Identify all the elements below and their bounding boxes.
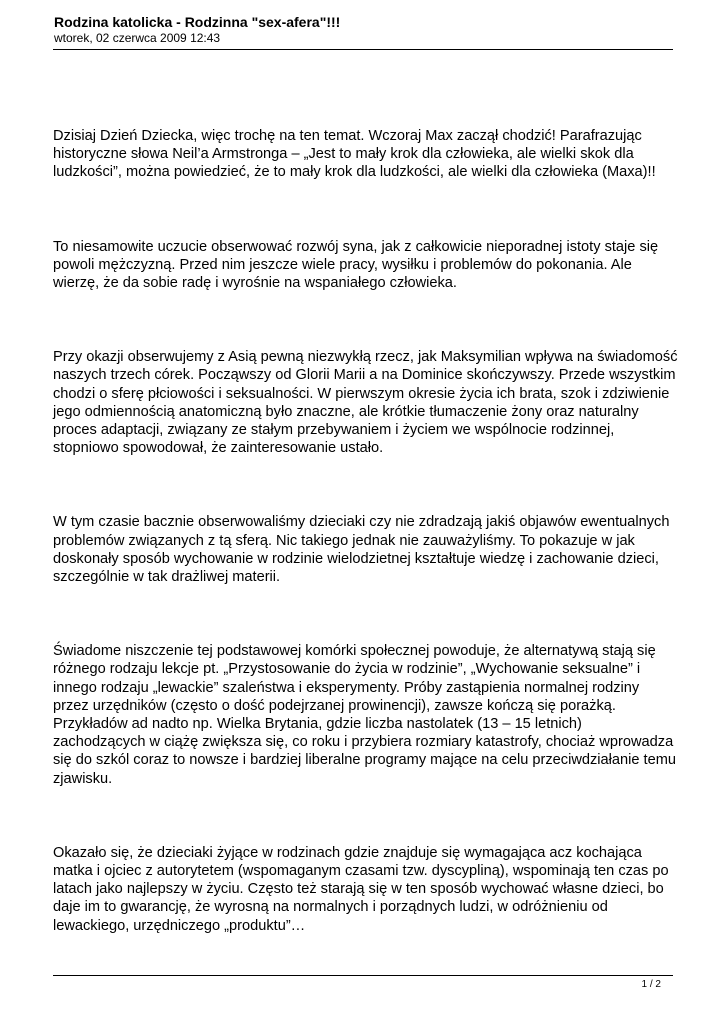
paragraph: Okazało się, że dzieciaki żyjące w rodzinach gdzie znajduje się wymagająca acz kochająca matka i ojciec z autorytetem (wspomaganym czasami tzw. dyscypliną), wspominają ten czas po latach jako najlepszy w życiu. Często też starają się w ten sposób wychować własne dzieci, bo daje im to gwarancję, że wyrosną na normalnych i porządnych ludzi, w odróżnieniu od lewackiego, urzędniczego „produktu”… bbox=[53, 844, 669, 934]
paragraph: Przy okazji obserwujemy z Asią pewną niezwykłą rzecz, jak Maksymilian wpływa na świadomość naszych trzech córek. Począwszy od Glorii Marii a na Dominice skończywszy. Przede wszystkim chodzi o sferę płciowości i seksualności. W pierwszym okresie życia ich brata, szok i zdziwienie jego odmiennością anatomiczną było znaczne, ale krótkie tłumaczenie żony oraz naturalny proces adaptacji, związany ze stałym przebywaniem i życiem we wspólnocie rodzinnej, stopniowo spowodował, że zainteresowanie ustało. bbox=[53, 349, 678, 457]
paragraph: Dzisiaj Dzień Dziecka, więc trochę na ten temat. Wczoraj Max zaczął chodzić! Parafrazując historyczne słowa Neil’a Armstronga – „Jest to mały krok dla człowieka, ale wielki skok dla ludzkości”, można powiedzieć, że to mały krok dla ludzkości, ale wielki dla człowieka (Maxa)!! bbox=[53, 128, 656, 181]
paragraph: Świadome niszczenie tej podstawowej komórki społecznej powoduje, że alternatywą stają się różnego rodzaju lekcje pt. „Przystosowanie do życia w rodzinie”, „Wychowanie seksualne” i innego rodzaju „lewackie” szaleństwa i eksperymenty. Próby zastąpienia normalnej rodziny przez urzędników (często o dość podejrzanej prowinencji), zawsze kończą się porażką. Przykładów ad nadto np. Wielka Brytania, gdzie liczba nastolatek (13 – 15 letnich) zachodzących w ciążę zwiększa się, co roku i przybiera rozmiary katastrofy, chociaż wprowadza się do szkól coraz to nowsze i bardziej liberalne programy mające na celu przeciwdziałanie temu zjawisku. bbox=[53, 643, 676, 787]
paragraph: To niesamowite uczucie obserwować rozwój syna, jak z całkowicie nieporadnej istoty staje się powoli mężczyzną. Przed nim jeszcze wiele pracy, wysiłku i problemów do pokonania. Ale wierzę, że da sobie radę i wyrośnie na wspaniałego człowieka. bbox=[53, 238, 659, 292]
article-body bbox=[53, 127, 678, 991]
page-number: 1 / 2 bbox=[641, 979, 661, 990]
paragraph: W tym czasie bacznie obserwowaliśmy dzieciaki czy nie zdradzają jakiś objawów ewentualnych problemów związanych z tą sferą. Nic takiego jednak nie zauważyliśmy. To pokazuje w jak doskonały sposób wychowanie w rodzinie wielodzietnej kształtuje wiedzę i zachowanie dzieci, szczególnie w tak drażliwej materii. bbox=[53, 514, 670, 586]
footer-divider bbox=[53, 975, 673, 976]
header-divider bbox=[53, 49, 673, 50]
page-title: Rodzina katolicka - Rodzinna "sex-afera"!!! bbox=[54, 14, 341, 30]
document-header bbox=[54, 14, 674, 46]
publish-date: wtorek, 02 czerwca 2009 12:43 bbox=[54, 31, 221, 45]
